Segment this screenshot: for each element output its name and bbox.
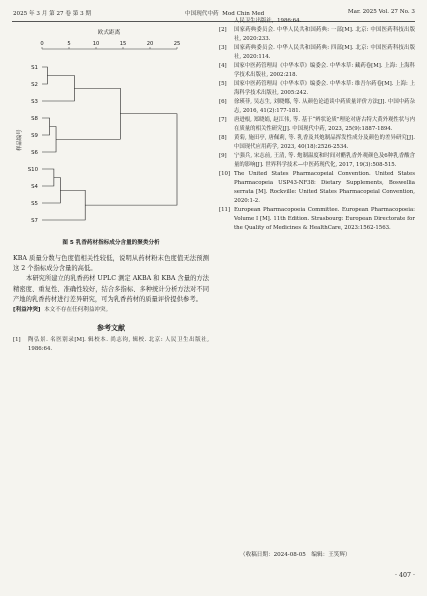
dendrogram-link [85,114,177,205]
reference-item [219,170,415,206]
dendrogram-link [42,127,56,153]
left-column [13,26,209,354]
leaf-label: S8 [31,116,38,122]
leaf-label: S2 [31,82,38,88]
reference-number: [7] [219,117,227,123]
dendrogram-link [42,76,74,102]
reference-text: European Pharmacopoeia Committee. European Pharmacopoeia: Volume I [M]. 11th Edition. Strasbourg: European Directorate for the Quality of Medicines & HealthCare, 2023:1562-1563. [234,207,415,231]
page-number: · 407 · [394,572,415,579]
reference-number: [3] [219,45,227,51]
reference-text: 黄菊, 施田亭, 唐佩莉, 等. 乳香及其炮制品挥发性成分及颜色的差异研究[J]. 中国现代应用药学, 2023, 40(18):2526-2534. [234,135,415,150]
dendrogram-link [42,169,54,186]
reference-number: [9] [219,153,227,159]
reference-item [219,98,415,116]
reference-number: [5] [219,81,227,87]
interest-label: [利益冲突] [13,307,41,314]
reference-item [219,26,415,44]
reference-text: 国家药典委员会. 中华人民共和国药典: 一部[M]. 北京: 中国医药科技出版社, 2020:233. [234,27,415,42]
dendrogram-link [42,118,50,135]
reference-item [13,336,209,354]
reference-number: [2] [219,27,227,33]
reference-text: 陶弘景. 名医别录[M]. 辑校本. 尚志钧, 辑校. 北京: 人民卫生出版社, 1986:64. [28,337,209,353]
journal-name-cn: 中国现代中药 [185,11,219,17]
leaf-label: S1 [31,65,38,71]
dendrogram-svg [13,26,209,236]
reference-item [219,44,415,62]
leaf-label: S3 [31,99,38,105]
reference-item [219,152,415,170]
references-heading: 参考文献 [97,324,125,333]
reference-number: [6] [219,99,227,105]
reference-number: [4] [219,63,227,69]
dendrogram-axis-title: 欧式距离 [97,30,121,36]
reference-number: [10] [219,171,231,177]
reference-text: 国家药典委员会. 中华人民共和国药典: 四部[M]. 北京: 中国医药科技出版社, 2020:114. [234,45,415,60]
reference-item [219,134,415,152]
reference-text: 国家中医药管理局《中华本草》编委会. 中华本草: 维吾尔药卷[M]. 上海: 上海科学技术出版社, 2005:242. [234,81,415,96]
dendrogram-links [42,67,177,220]
reference-text: 国家中医药管理局《中华本草》编委会. 中华本草: 藏药卷[M]. 上海: 上海科学技术出版社, 2002:218. [234,63,415,78]
leaf-label: S5 [31,201,38,207]
reference-item [219,17,415,26]
conflict-of-interest [13,306,209,315]
dendrogram-figure [13,26,209,236]
x-tick-label: 25 [173,41,181,47]
reference-text: 徐瑛菲, 吴志生, 刘晓娜, 等. 从颜色论道谈中药质量评价方法[J]. 中国中药杂志, 2016, 41(2):177-181. [234,99,415,114]
paragraph-1: KBA 质量分数与色度值相关性较低，说明从药材粉末色度值无法预测这 2 个指标成分含量的高低。 [13,255,209,273]
leaf-label: S9 [31,133,38,139]
reference-text: 宁强兵, 宋志前, 王清, 等. 炮制温度和时间对醋乳香外观颜色及6种乳香酸含量的影响[J]. 世界科学技术—中医药现代化, 2017, 19(3):508-515. [234,153,415,168]
dendrogram-leaf-labels [28,65,39,224]
figure-caption: 图 5 乳香药材指标成分含量的聚类分析 [62,240,160,246]
x-tick-label: 5 [67,41,71,47]
x-tick-label: 10 [92,41,100,47]
interest-text: 本文不存在任何利益冲突。 [44,307,112,314]
dendrogram-link [42,67,47,84]
reference-continuation: 人民卫生出版社，1986:64. [234,18,302,24]
dendrogram-link [56,88,120,139]
dendrogram-link [42,190,85,220]
reference-item [219,62,415,80]
leaf-label: S7 [31,218,38,224]
reference-number: [11] [219,207,231,213]
dendrogram-link [42,178,60,204]
x-tick-label: 15 [119,41,127,47]
reference-item [219,80,415,98]
received-date-footer: （收稿日期：2024-08-05 编辑：王笑辉） [240,552,351,558]
reference-text: 唐进根, 郑晓娟, 赵江伟, 等. 基于“辨状论质”理论对唐古特大黄外观性状与内在质量的相关性研究[J]. 中国现代中药, 2023, 25(9):1887-1894. [234,117,415,132]
running-header-date: Mar. 2025 Vol. 27 No. 3 [347,9,415,15]
dendrogram-y-label: 样品编号 [17,129,23,151]
x-tick-label: 0 [40,41,44,47]
journal-name-en: Mod Chin Med [222,11,265,17]
reference-text: The United States Pharmacopeial Convention. United States Pharmacopeia USP43-NF38: Dietary Supplements, Boswellia serrata [M]. Rockville: United States Pharmacopeial Convention, 2020:1-2. [234,171,415,204]
dendrogram-x-ticks [40,41,180,49]
leaf-label: S10 [27,167,38,173]
leaf-label: S4 [31,184,38,190]
reference-number: [1] [13,337,21,344]
running-header-journal [185,9,264,17]
running-header-issue: 2025 年 3 月 第 27 卷 第 3 期 [13,11,92,17]
reference-item [219,206,415,233]
x-tick-label: 20 [146,41,154,47]
paragraph-2: 本研究所建立的乳香药材 UPLC 测定 AKBA 和 KBA 含量的方法精密度、重复性、准确性较好，结合多指标、多种统计分析方法对不同产地的乳香药材进行差异研究，可为乳香药材的质量评价提供参考。 [13,275,209,303]
right-column [219,18,415,233]
reference-number: [8] [219,135,227,141]
leaf-label: S6 [31,150,38,156]
reference-item [219,116,415,134]
